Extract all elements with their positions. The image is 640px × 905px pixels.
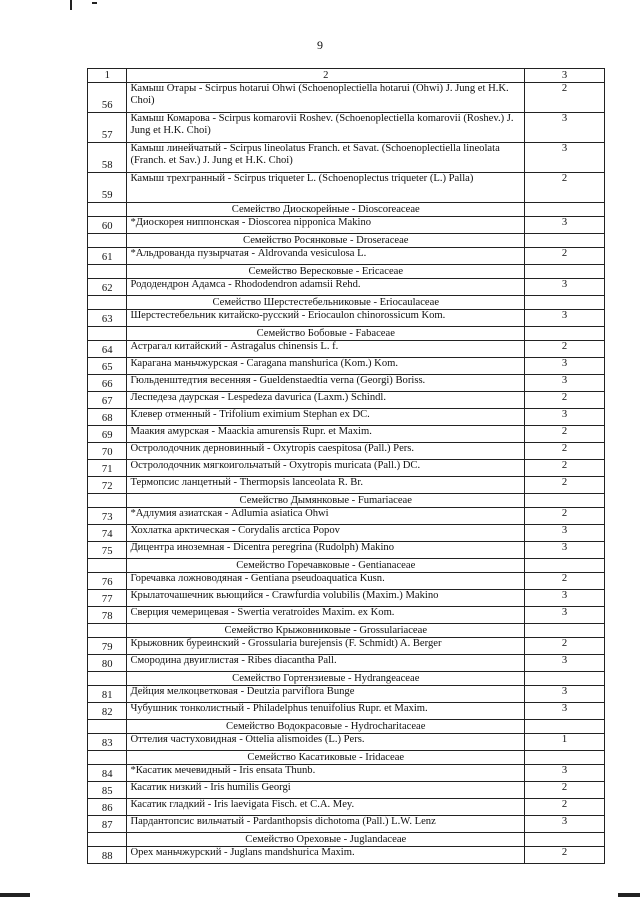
species-name: Хохлатка арктическая - Corydalis arctica Popov	[127, 525, 525, 542]
species-name: *Альдрованда пузырчатая - Aldrovanda vesiculosa L.	[127, 248, 525, 265]
rarity-category: 3	[525, 703, 605, 720]
family-name: Семейство Гортензиевые - Hydrangeaceae	[127, 672, 525, 686]
species-row	[88, 409, 605, 426]
species-name: Шерстестебельник китайско-русский - Eriocaulon chinorossicum Kom.	[127, 310, 525, 327]
species-name: Пардантопсис вильчатый - Pardanthopsis dichotoma (Pall.) L.W. Lenz	[127, 816, 525, 833]
species-row	[88, 375, 605, 392]
species-number: 70	[88, 443, 127, 460]
species-number: 85	[88, 782, 127, 799]
family-row-blank	[88, 265, 127, 279]
species-row	[88, 734, 605, 751]
species-number: 64	[88, 341, 127, 358]
species-row	[88, 525, 605, 542]
rarity-category: 3	[525, 525, 605, 542]
species-name: Камыш Отары - Scirpus hotarui Ohwi (Schoenoplectiella hotarui (Ohwi) J. Jung et H.K. Choi)	[127, 83, 525, 113]
species-number: 63	[88, 310, 127, 327]
family-row	[88, 559, 605, 573]
family-row-blank	[525, 494, 605, 508]
family-row-blank	[88, 559, 127, 573]
species-name: Смородина двуиглистая - Ribes diacantha Pall.	[127, 655, 525, 672]
species-number: 81	[88, 686, 127, 703]
family-row	[88, 672, 605, 686]
species-number: 71	[88, 460, 127, 477]
rarity-category: 2	[525, 173, 605, 203]
species-row	[88, 341, 605, 358]
scan-mark-bottom-right	[618, 893, 640, 897]
species-row	[88, 590, 605, 607]
species-name: Гюльденштедтия весенняя - Gueldenstaedtia verna (Georgi) Boriss.	[127, 375, 525, 392]
species-number: 57	[88, 113, 127, 143]
family-name: Семейство Дымянковые - Fumariaceae	[127, 494, 525, 508]
family-name: Семейство Шерстестебельниковые - Eriocaulaceae	[127, 296, 525, 310]
species-number: 67	[88, 392, 127, 409]
species-name: Астрагал китайский - Astragalus chinensis L. f.	[127, 341, 525, 358]
family-name: Семейство Горечавковые - Gentianaceae	[127, 559, 525, 573]
species-row	[88, 847, 605, 864]
species-name: Оттелия частуховидная - Ottelia alismoides (L.) Pers.	[127, 734, 525, 751]
family-row	[88, 833, 605, 847]
species-name: Карагана маньчжурская - Caragana manshurica (Kom.) Kom.	[127, 358, 525, 375]
rarity-category: 3	[525, 542, 605, 559]
rarity-category: 3	[525, 409, 605, 426]
family-row-blank	[88, 672, 127, 686]
family-row-blank	[88, 203, 127, 217]
family-row-blank	[88, 833, 127, 847]
species-row	[88, 173, 605, 203]
species-row	[88, 655, 605, 672]
species-row	[88, 143, 605, 173]
species-row	[88, 782, 605, 799]
species-number: 59	[88, 173, 127, 203]
species-name: Термопсис ланцетный - Thermopsis lanceolata R. Br.	[127, 477, 525, 494]
species-number: 74	[88, 525, 127, 542]
species-number: 84	[88, 765, 127, 782]
species-name: Остролодочник мягкоигольчатый - Oxytropis muricata (Pall.) DC.	[127, 460, 525, 477]
family-row	[88, 720, 605, 734]
species-number: 86	[88, 799, 127, 816]
rarity-category: 3	[525, 655, 605, 672]
species-row	[88, 248, 605, 265]
species-name: Крыжовник буреинский - Grossularia burejensis (F. Schmidt) A. Berger	[127, 638, 525, 655]
scan-mark-top	[92, 2, 97, 4]
species-name: Клевер отменный - Trifolium eximium Stephan ex DC.	[127, 409, 525, 426]
table-header-row	[88, 69, 605, 83]
species-row	[88, 358, 605, 375]
species-number: 77	[88, 590, 127, 607]
species-row	[88, 279, 605, 296]
family-row-blank	[525, 296, 605, 310]
species-name: Дицентра иноземная - Dicentra peregrina (Rudolph) Makino	[127, 542, 525, 559]
family-row-blank	[88, 494, 127, 508]
rarity-category: 2	[525, 847, 605, 864]
family-row-blank	[88, 751, 127, 765]
rarity-category: 3	[525, 765, 605, 782]
species-row	[88, 542, 605, 559]
species-name: Камыш Комарова - Scirpus komarovii Roshev. (Schoenoplectiella komarovii (Roshev.) J. Jung et H.K. Choi)	[127, 113, 525, 143]
species-row	[88, 816, 605, 833]
header-col-category: 3	[525, 69, 605, 83]
species-name: Камыш трехгранный - Scirpus triqueter L. (Schoenoplectus triqueter (L.) Palla)	[127, 173, 525, 203]
species-name: Крылаточашечник вьющийся - Crawfurdia volubilis (Maxim.) Makino	[127, 590, 525, 607]
species-row	[88, 638, 605, 655]
species-row	[88, 703, 605, 720]
family-row-blank	[525, 203, 605, 217]
species-name: Остролодочник дерновинный - Oxytropis caespitosa (Pall.) Pers.	[127, 443, 525, 460]
species-number: 72	[88, 477, 127, 494]
species-number: 76	[88, 573, 127, 590]
family-row-blank	[525, 833, 605, 847]
species-row	[88, 607, 605, 624]
family-row	[88, 751, 605, 765]
species-name: Касатик гладкий - Iris laevigata Fisch. et C.A. Mey.	[127, 799, 525, 816]
species-row	[88, 765, 605, 782]
species-name: Горечавка ложноводяная - Gentiana pseudoaquatica Kusn.	[127, 573, 525, 590]
rarity-category: 3	[525, 310, 605, 327]
rarity-category: 2	[525, 573, 605, 590]
rarity-category: 3	[525, 279, 605, 296]
species-row	[88, 573, 605, 590]
family-row-blank	[525, 751, 605, 765]
family-row-blank	[88, 720, 127, 734]
family-row-blank	[88, 327, 127, 341]
species-number: 73	[88, 508, 127, 525]
rarity-category: 2	[525, 782, 605, 799]
species-table	[87, 68, 605, 864]
family-name: Семейство Водокрасовые - Hydrocharitaceae	[127, 720, 525, 734]
rarity-category: 2	[525, 508, 605, 525]
family-row	[88, 624, 605, 638]
family-name: Семейство Диоскорейные - Dioscoreaceae	[127, 203, 525, 217]
species-number: 61	[88, 248, 127, 265]
page-number: 9	[317, 38, 323, 52]
family-name: Семейство Ореховые - Juglandaceae	[127, 833, 525, 847]
species-name: Сверция чемерицевая - Swertia veratroides Maxim. ex Kom.	[127, 607, 525, 624]
rarity-category: 3	[525, 358, 605, 375]
species-number: 68	[88, 409, 127, 426]
family-row-blank	[525, 265, 605, 279]
family-row	[88, 327, 605, 341]
family-row	[88, 265, 605, 279]
rarity-category: 3	[525, 113, 605, 143]
species-number: 79	[88, 638, 127, 655]
scan-mark-bottom-left	[0, 893, 30, 897]
species-name: Орех маньчжурский - Juglans mandshurica Maxim.	[127, 847, 525, 864]
species-name: *Адлумия азиатская - Adlumia asiatica Ohwi	[127, 508, 525, 525]
species-number: 56	[88, 83, 127, 113]
species-row	[88, 426, 605, 443]
species-row	[88, 392, 605, 409]
rarity-category: 2	[525, 477, 605, 494]
species-number: 58	[88, 143, 127, 173]
species-row	[88, 799, 605, 816]
species-row	[88, 443, 605, 460]
rarity-category: 3	[525, 816, 605, 833]
rarity-category: 2	[525, 83, 605, 113]
family-row-blank	[525, 234, 605, 248]
species-name: *Касатик мечевидный - Iris ensata Thunb.	[127, 765, 525, 782]
species-number: 60	[88, 217, 127, 234]
rarity-category: 2	[525, 392, 605, 409]
species-row	[88, 508, 605, 525]
family-row-blank	[525, 624, 605, 638]
species-row	[88, 83, 605, 113]
rarity-category: 3	[525, 375, 605, 392]
family-name: Семейство Росянковые - Droseraceae	[127, 234, 525, 248]
family-name: Семейство Вересковые - Ericaceae	[127, 265, 525, 279]
rarity-category: 3	[525, 590, 605, 607]
rarity-category: 2	[525, 443, 605, 460]
family-row-blank	[525, 327, 605, 341]
scan-mark-top-left	[70, 0, 72, 10]
rarity-category: 3	[525, 686, 605, 703]
family-row-blank	[88, 296, 127, 310]
rarity-category: 3	[525, 217, 605, 234]
species-number: 66	[88, 375, 127, 392]
species-number: 62	[88, 279, 127, 296]
species-number: 80	[88, 655, 127, 672]
family-name: Семейство Касатиковые - Iridaceae	[127, 751, 525, 765]
species-name: Рододендрон Адамса - Rhododendron adamsii Rehd.	[127, 279, 525, 296]
rarity-category: 2	[525, 426, 605, 443]
species-number: 87	[88, 816, 127, 833]
species-number: 78	[88, 607, 127, 624]
species-name: Чубушник тонколистный - Philadelphus tenuifolius Rupr. et Maxim.	[127, 703, 525, 720]
family-row	[88, 494, 605, 508]
species-row	[88, 477, 605, 494]
species-row	[88, 217, 605, 234]
family-row-blank	[88, 234, 127, 248]
family-row-blank	[525, 720, 605, 734]
family-name: Семейство Бобовые - Fabaceae	[127, 327, 525, 341]
rarity-category: 3	[525, 143, 605, 173]
species-number: 69	[88, 426, 127, 443]
rarity-category: 2	[525, 638, 605, 655]
species-row	[88, 310, 605, 327]
species-name: Камыш линейчатый - Scirpus lineolatus Franch. et Savat. (Schoenoplectiella lineolata (Franch. et Sav.) J. Jung et H.K. Choi)	[127, 143, 525, 173]
rarity-category: 1	[525, 734, 605, 751]
rarity-category: 2	[525, 799, 605, 816]
species-number: 65	[88, 358, 127, 375]
header-col-name: 2	[127, 69, 525, 83]
rarity-category: 2	[525, 341, 605, 358]
species-number: 75	[88, 542, 127, 559]
family-name: Семейство Крыжовниковые - Grossulariaceae	[127, 624, 525, 638]
species-name: Маакия амурская - Maackia amurensis Rupr. et Maxim.	[127, 426, 525, 443]
species-row	[88, 460, 605, 477]
header-col-number: 1	[88, 69, 127, 83]
family-row-blank	[88, 624, 127, 638]
species-name: Дейция мелкоцветковая - Deutzia parviflora Bunge	[127, 686, 525, 703]
species-name: Леспедеза даурская - Lespedeza davurica (Laxm.) Schindl.	[127, 392, 525, 409]
family-row	[88, 234, 605, 248]
species-number: 82	[88, 703, 127, 720]
species-name: Касатик низкий - Iris humilis Georgi	[127, 782, 525, 799]
species-name: *Диоскорея ниппонская - Dioscorea nipponica Makino	[127, 217, 525, 234]
rarity-category: 2	[525, 460, 605, 477]
family-row-blank	[525, 559, 605, 573]
species-row	[88, 113, 605, 143]
species-row	[88, 686, 605, 703]
species-table-body	[88, 69, 605, 864]
species-number: 88	[88, 847, 127, 864]
rarity-category: 2	[525, 248, 605, 265]
family-row	[88, 203, 605, 217]
family-row-blank	[525, 672, 605, 686]
species-number: 83	[88, 734, 127, 751]
family-row	[88, 296, 605, 310]
rarity-category: 3	[525, 607, 605, 624]
